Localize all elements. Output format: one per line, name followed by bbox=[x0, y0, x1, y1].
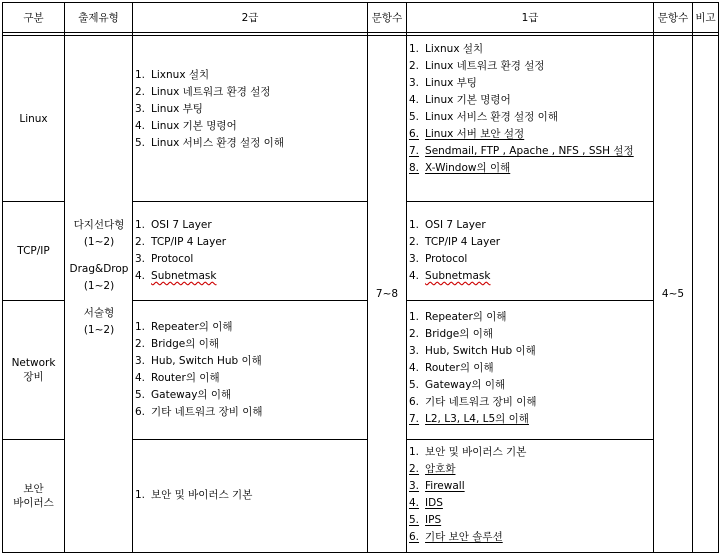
list-item: 2. Bridge의 이해 bbox=[409, 328, 494, 340]
exam-scope-table bbox=[2, 2, 719, 553]
grid-line bbox=[132, 439, 367, 440]
qtype-multiple-choice: 다지선다형 bbox=[73, 219, 125, 231]
grade2-list-tcpip bbox=[135, 217, 226, 285]
category-network-line2: 장비 bbox=[23, 371, 44, 383]
category-network-line1: Network bbox=[11, 357, 56, 369]
grid-line bbox=[406, 3, 407, 552]
list-item: 6. 기타 네트워크 장비 이해 bbox=[135, 406, 263, 418]
list-item: 1. OSI 7 Layer bbox=[135, 219, 212, 231]
list-item: 1. 보안 및 바이러스 기본 bbox=[135, 489, 253, 501]
list-item: 3. Protocol bbox=[135, 253, 194, 265]
qtype-essay-count: (1~2) bbox=[83, 324, 115, 336]
list-item: 3. Linux 부팅 bbox=[409, 77, 477, 89]
grade2-list-network bbox=[135, 319, 262, 421]
header-count2: 문항수 bbox=[371, 11, 403, 24]
question-types bbox=[65, 217, 133, 339]
list-item: 4. Router의 이해 bbox=[135, 372, 220, 384]
list-item: 5. Linux 서비스 환경 설정 이해 bbox=[409, 111, 558, 123]
list-item: 1. Repeater의 이해 bbox=[409, 311, 507, 323]
list-item: 1. OSI 7 Layer bbox=[409, 219, 486, 231]
grid-line bbox=[3, 35, 718, 36]
list-item: 3. Hub, Switch Hub 이해 bbox=[135, 355, 262, 367]
list-item: 2. Bridge의 이해 bbox=[135, 338, 220, 350]
list-item: 7. L2, L3, L4, L5의 이해 bbox=[409, 413, 529, 425]
list-item: 2. TCP/IP 4 Layer bbox=[135, 236, 227, 248]
grade1-list-security bbox=[409, 444, 526, 546]
grid-line bbox=[692, 3, 693, 552]
list-item: 5. Gateway의 이해 bbox=[135, 389, 232, 401]
list-item: 1. Repeater의 이해 bbox=[135, 321, 233, 333]
qtype-multiple-choice-count: (1~2) bbox=[83, 236, 115, 248]
category-security-line2: 바이러스 bbox=[13, 497, 54, 509]
list-item: 2. Linux 네트워크 환경 설정 bbox=[135, 86, 271, 98]
category-tcpip: TCP/IP bbox=[17, 245, 50, 257]
list-item: 5. Gateway의 이해 bbox=[409, 379, 506, 391]
grid-line bbox=[132, 201, 367, 202]
list-item: 4. Linux 기본 명령어 bbox=[135, 120, 237, 132]
header-count1: 문항수 bbox=[657, 11, 689, 24]
grid-line bbox=[406, 300, 653, 301]
qtype-drag-drop: Drag&Drop bbox=[69, 263, 129, 275]
list-item: 5. IPS bbox=[409, 514, 442, 526]
header-category: 구분 bbox=[23, 11, 44, 24]
header-note: 비고 bbox=[695, 11, 716, 24]
category-linux: Linux bbox=[19, 112, 48, 125]
list-item: 1. Lixnux 설치 bbox=[135, 69, 210, 81]
count1-value: 4~5 bbox=[661, 288, 685, 300]
list-item: 3. Hub, Switch Hub 이해 bbox=[409, 345, 536, 357]
category-security-line1: 보안 bbox=[23, 483, 44, 495]
grid-line bbox=[132, 300, 367, 301]
list-item: 7. Sendmail, FTP , Apache , NFS , SSH 설정 bbox=[409, 145, 634, 157]
list-item: 2. 암호화 bbox=[409, 463, 456, 475]
list-item: 2. TCP/IP 4 Layer bbox=[409, 236, 501, 248]
grade2-list-linux bbox=[135, 67, 284, 152]
header-question-type: 출제유형 bbox=[78, 11, 119, 24]
list-item: 4. IDS bbox=[409, 497, 443, 509]
category-network bbox=[3, 301, 64, 439]
count2-value: 7~8 bbox=[375, 288, 399, 300]
list-item: 6. 기타 보안 솔루션 bbox=[409, 531, 503, 543]
grade1-list-network bbox=[409, 309, 536, 428]
list-item: 3. Firewall bbox=[409, 480, 465, 492]
grade2-list-security bbox=[135, 487, 252, 504]
list-item: 1. 보안 및 바이러스 기본 bbox=[409, 446, 527, 458]
list-item: 6. 기타 네트워크 장비 이해 bbox=[409, 396, 537, 408]
qtype-drag-drop-count: (1~2) bbox=[83, 280, 115, 292]
grid-line bbox=[3, 32, 718, 33]
header-grade1: 1급 bbox=[521, 11, 539, 24]
list-item: 4. Subnetmask bbox=[409, 270, 491, 282]
grid-line bbox=[406, 439, 653, 440]
list-item: 5. Linux 서비스 환경 설정 이해 bbox=[135, 137, 284, 149]
list-item: 1. Lixnux 설치 bbox=[409, 43, 484, 55]
list-item: 2. Linux 네트워크 환경 설정 bbox=[409, 60, 545, 72]
list-item: 3. Linux 부팅 bbox=[135, 103, 203, 115]
list-item: 4. Router의 이해 bbox=[409, 362, 494, 374]
list-item: 4. Linux 기본 명령어 bbox=[409, 94, 511, 106]
grade1-list-linux bbox=[409, 41, 634, 177]
qtype-essay: 서술형 bbox=[83, 307, 115, 319]
list-item: 8. X-Window의 이해 bbox=[409, 162, 511, 174]
category-security bbox=[3, 440, 64, 552]
list-item: 6. Linux 서버 보안 설정 bbox=[409, 128, 525, 140]
grade1-list-tcpip bbox=[409, 217, 500, 285]
grid-line bbox=[406, 201, 653, 202]
list-item: 3. Protocol bbox=[409, 253, 468, 265]
header-grade2: 2급 bbox=[241, 11, 259, 24]
list-item: 4. Subnetmask bbox=[135, 270, 217, 282]
